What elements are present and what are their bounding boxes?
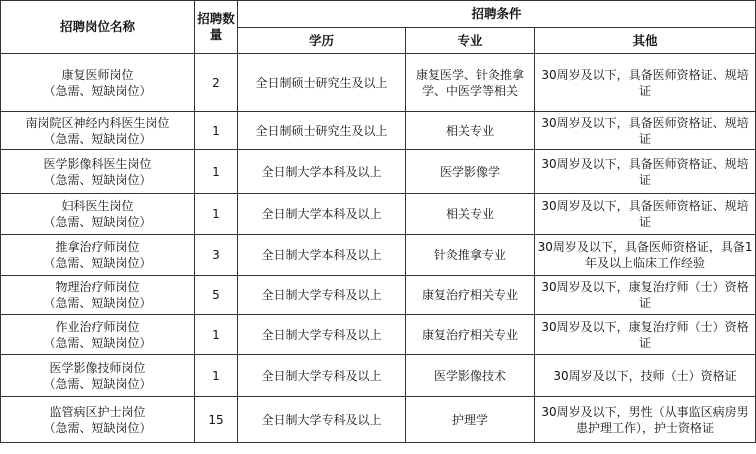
position-cell bbox=[1, 315, 195, 355]
count-cell: 1 bbox=[195, 112, 238, 150]
table-row bbox=[1, 397, 756, 443]
major-cell: 康复治疗相关专业 bbox=[406, 276, 535, 315]
position-cell bbox=[1, 397, 195, 443]
table-row bbox=[1, 355, 756, 397]
education-cell: 全日制硕士研究生及以上 bbox=[238, 112, 406, 150]
position-note: （急需、短缺岗位） bbox=[43, 376, 152, 391]
other-cell: 30周岁及以下，具备医师资格证、规培证 bbox=[535, 54, 756, 112]
other-cell: 30周岁及以下，具备医师资格证、规培证 bbox=[535, 194, 756, 235]
position-name: 物理治疗师岗位 bbox=[55, 280, 140, 294]
position-name: 南岗院区神经内科医生岗位 bbox=[25, 115, 170, 130]
education-cell: 全日制大学专科及以上 bbox=[238, 276, 406, 315]
other-cell: 30周岁及以下，男性（从事监区病房男患护理工作），护士资格证 bbox=[535, 397, 756, 443]
count-cell: 1 bbox=[195, 150, 238, 194]
table-row bbox=[1, 315, 756, 355]
other-cell: 30周岁及以下，康复治疗师（士）资格证 bbox=[535, 315, 756, 355]
header-other: 其他 bbox=[535, 28, 756, 54]
other-cell: 30周岁及以下，康复治疗师（士）资格证 bbox=[535, 276, 756, 315]
other-cell: 30周岁及以下，具备医师资格证、规培证 bbox=[535, 112, 756, 150]
education-cell: 全日制大学专科及以上 bbox=[238, 355, 406, 397]
major-cell: 护理学 bbox=[406, 397, 535, 443]
header-conditions: 招聘条件 bbox=[238, 1, 756, 28]
count-cell: 15 bbox=[195, 397, 238, 443]
major-cell: 相关专业 bbox=[406, 194, 535, 235]
table-row bbox=[1, 150, 756, 194]
position-note: （急需、短缺岗位） bbox=[43, 335, 152, 350]
position-cell bbox=[1, 112, 195, 150]
position-note: （急需、短缺岗位） bbox=[43, 131, 152, 146]
table-row bbox=[1, 112, 756, 150]
header-major: 专业 bbox=[406, 28, 535, 54]
header-position: 招聘岗位名称 bbox=[1, 1, 195, 54]
position-cell bbox=[1, 355, 195, 397]
position-note: （急需、短缺岗位） bbox=[43, 256, 152, 270]
major-cell: 医学影像学 bbox=[406, 150, 535, 194]
education-cell: 全日制大学专科及以上 bbox=[238, 397, 406, 443]
count-cell: 3 bbox=[195, 235, 238, 276]
position-cell bbox=[1, 150, 195, 194]
major-cell: 康复医学、针灸推拿学、中医学等相关 bbox=[406, 54, 535, 112]
education-cell: 全日制大学本科及以上 bbox=[238, 194, 406, 235]
count-cell: 2 bbox=[195, 54, 238, 112]
education-cell: 全日制硕士研究生及以上 bbox=[238, 54, 406, 112]
position-note: （急需、短缺岗位） bbox=[43, 215, 152, 229]
position-cell bbox=[1, 235, 195, 276]
header-education: 学历 bbox=[238, 28, 406, 54]
position-cell bbox=[1, 54, 195, 112]
other-cell: 30周岁及以下，技师（士）资格证 bbox=[535, 355, 756, 397]
count-cell: 1 bbox=[195, 315, 238, 355]
major-cell: 相关专业 bbox=[406, 112, 535, 150]
other-cell: 30周岁及以下，具备医师资格证、规培证 bbox=[535, 150, 756, 194]
count-cell: 1 bbox=[195, 194, 238, 235]
position-name: 医学影像技师岗位 bbox=[49, 360, 146, 375]
position-note: （急需、短缺岗位） bbox=[43, 296, 152, 310]
table-row bbox=[1, 235, 756, 276]
position-cell bbox=[1, 276, 195, 315]
position-note: （急需、短缺岗位） bbox=[43, 172, 152, 187]
major-cell: 康复治疗相关专业 bbox=[406, 315, 535, 355]
position-name: 康复医师岗位 bbox=[61, 67, 134, 82]
position-note: （急需、短缺岗位） bbox=[43, 420, 152, 435]
count-cell: 5 bbox=[195, 276, 238, 315]
position-note: （急需、短缺岗位） bbox=[43, 83, 152, 98]
table-row bbox=[1, 276, 756, 315]
count-cell: 1 bbox=[195, 355, 238, 397]
major-cell: 医学影像技术 bbox=[406, 355, 535, 397]
position-name: 作业治疗师岗位 bbox=[55, 319, 140, 334]
major-cell: 针灸推拿专业 bbox=[406, 235, 535, 276]
position-name: 监管病区护士岗位 bbox=[49, 404, 146, 419]
position-name: 推拿治疗师岗位 bbox=[55, 240, 140, 254]
other-cell: 30周岁及以下，具备医师资格证，具备1年及以上临床工作经验 bbox=[535, 235, 756, 276]
position-cell bbox=[1, 194, 195, 235]
position-name: 妇科医生岗位 bbox=[61, 199, 134, 213]
table-row bbox=[1, 54, 756, 112]
education-cell: 全日制大学本科及以上 bbox=[238, 235, 406, 276]
education-cell: 全日制大学本科及以上 bbox=[238, 150, 406, 194]
header-count: 招聘数量 bbox=[195, 1, 238, 54]
position-name: 医学影像科医生岗位 bbox=[43, 156, 152, 171]
education-cell: 全日制大学专科及以上 bbox=[238, 315, 406, 355]
table-row bbox=[1, 194, 756, 235]
